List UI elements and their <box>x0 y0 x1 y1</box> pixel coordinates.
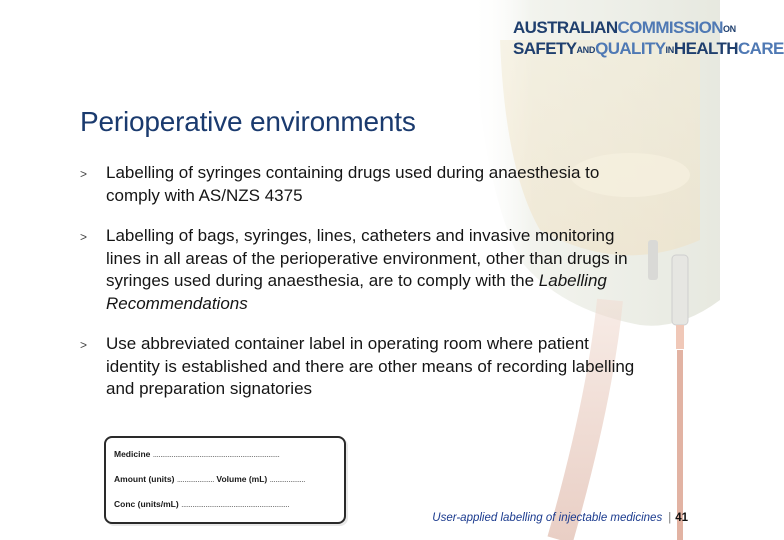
logo-word: IN <box>665 45 674 55</box>
label-field-blank: .......................................................... <box>181 499 290 509</box>
logo-line-2 <box>513 39 784 60</box>
bullet-item <box>80 162 640 207</box>
label-row-amount-volume <box>114 474 305 484</box>
logo-word: CARE <box>737 39 784 58</box>
footer-separator: | <box>668 512 672 524</box>
bullet-text: Labelling of bags, syringes, lines, catheters and invasive monitoring lines in all areas of the perioperative environment, other than drugs in syringes used during anaesthesia, are to comply with the <box>106 226 628 290</box>
label-field-name: Medicine <box>114 449 151 459</box>
footer-caption: User-applied labelling of injectable medicines <box>432 512 663 524</box>
abbreviated-label-example <box>104 436 346 524</box>
logo-word: QUALITY <box>595 39 666 58</box>
logo-line-1 <box>513 18 736 39</box>
bullet-marker-icon: > <box>80 230 88 244</box>
label-field-blank: .................... <box>176 474 215 484</box>
bullet-marker-icon: > <box>80 167 88 181</box>
bullet-text-emphasis: Labelling Recommendations <box>106 271 607 313</box>
label-field-name: Conc (units/mL) <box>114 499 179 509</box>
label-field-name: Amount (units) <box>114 474 175 484</box>
logo-word: AND <box>576 45 596 55</box>
logo-word: AUSTRALIAN <box>513 18 618 37</box>
slide-footer <box>432 512 688 524</box>
label-row-concentration <box>114 499 289 509</box>
bullet-marker-icon: > <box>80 338 88 352</box>
logo-word: SAFETY <box>513 39 577 58</box>
slide-title: Perioperative environments <box>80 106 416 137</box>
label-field-name: Volume (mL) <box>216 474 268 484</box>
bullet-text: Use abbreviated container label in operating room where patient identity is established and there are other means of recording labelling and preparation signatories <box>106 334 635 398</box>
bullet-list <box>80 162 640 419</box>
label-row-medicine <box>114 449 279 459</box>
page-number: 41 <box>675 512 688 524</box>
bullet-item <box>80 333 640 401</box>
commission-logo <box>513 18 784 60</box>
label-field-blank: .................................................................... <box>152 449 280 459</box>
bullet-item <box>80 225 640 315</box>
label-field-blank: ................... <box>269 474 306 484</box>
logo-word: ON <box>722 24 736 34</box>
bullet-text: Labelling of syringes containing drugs used during anaesthesia to comply with AS/NZS 4375 <box>106 163 600 205</box>
logo-word: HEALTH <box>673 39 738 58</box>
logo-word: COMMISSION <box>617 18 723 37</box>
